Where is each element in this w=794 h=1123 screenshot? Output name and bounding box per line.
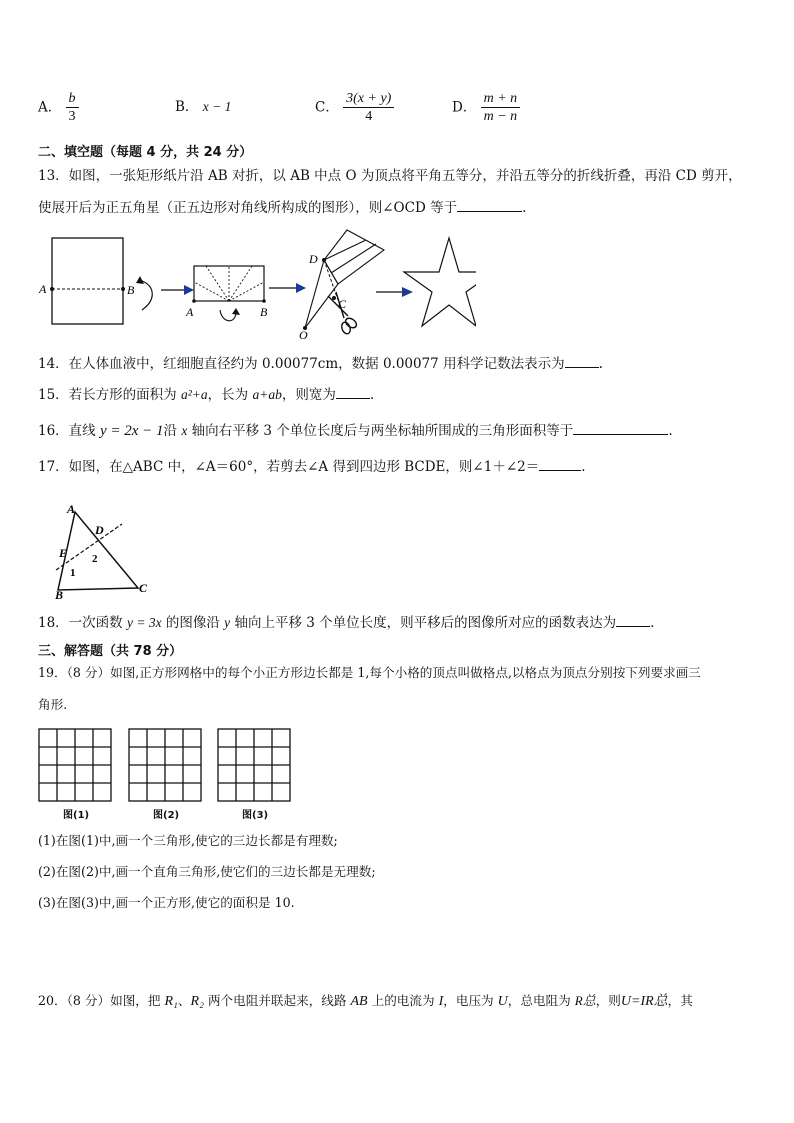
answer-blank[interactable] [616, 614, 650, 627]
label-b: B [127, 283, 135, 297]
q20-text-7: ，其 [667, 993, 693, 1008]
q15-text-3: ，则宽为 [281, 387, 336, 403]
length-expression: a+ab [252, 387, 282, 402]
answer-blank[interactable] [457, 199, 522, 212]
grid-caption-1: 图(1) [63, 810, 90, 821]
q20 [38, 993, 693, 1010]
q18 [38, 614, 654, 631]
grid-figure-2 [128, 728, 202, 802]
option-label: C． [315, 99, 339, 116]
total-resistance: R总 [574, 993, 596, 1008]
denominator: m − n [483, 109, 518, 124]
q12-option-d [452, 90, 520, 125]
denominator: 3 [68, 109, 76, 124]
period: . [522, 200, 527, 216]
label-c: C [139, 581, 148, 595]
answer-blank[interactable] [573, 422, 668, 435]
q17-figure [50, 500, 160, 600]
answer-blank[interactable] [336, 386, 370, 399]
angle-1-label: 1 [70, 567, 76, 579]
answer-blank[interactable] [565, 355, 599, 368]
denominator: 4 [365, 109, 373, 124]
q20-text-5: ，总电阻为 [507, 993, 575, 1008]
q20-text-3: 上的电流为 [367, 993, 439, 1008]
q13-line-1: 13．如图，一张矩形纸片沿 AB 对折，以 AB 中点 O 为顶点将平角五等分，并沿五等分的折线折叠，再沿 CD 剪开， [38, 168, 742, 184]
q20-text-4: ，电压为 [443, 993, 498, 1008]
axis-name: y [224, 615, 231, 630]
label-a2: A [186, 305, 194, 319]
resistor-r1: R₁ [164, 994, 178, 1009]
q17-text: 17．如图，在△ABC 中，∠A＝60°，若剪去∠A 得到四边形 BCDE，则∠1＋∠2＝ [38, 459, 540, 475]
label-a: A [39, 282, 47, 296]
q18-text-1: 18．一次函数 [38, 615, 127, 631]
q20-text-6: ，则 [595, 993, 621, 1008]
ohms-law-formula: U=IR总 [620, 994, 668, 1009]
q15-text-2: ，长为 [207, 387, 253, 403]
line-equation: y = 2x − 1 [99, 423, 164, 439]
numerator: 3(x + y) [343, 90, 394, 108]
q15 [38, 386, 374, 403]
q13-text: 使展开后为正五角星（正五边形对角线所构成的图形），则∠OCD 等于 [38, 200, 458, 216]
point-a [50, 287, 54, 291]
q19-line-2: 角形. [38, 697, 68, 712]
q13-figure [36, 228, 476, 340]
q16-text-1: 16．直线 [38, 423, 100, 439]
point-a2 [192, 299, 196, 303]
arrow-2-head [296, 283, 306, 293]
grid-caption-3: 图(3) [242, 810, 269, 821]
option-label: B． [175, 99, 199, 115]
label-d: D [309, 252, 318, 266]
arrow-1-head [184, 285, 194, 295]
fold-arrow-head [136, 276, 144, 284]
point-b [121, 287, 125, 291]
star-icon [404, 238, 476, 326]
expression: x − 1 [202, 99, 232, 114]
q12-option-c [315, 90, 394, 125]
grid-caption-2: 图(2) [153, 810, 180, 821]
label-e: E [59, 546, 68, 560]
label-b: B [55, 588, 64, 600]
point-c [332, 296, 336, 300]
fraction [66, 90, 79, 125]
option-label: D． [452, 99, 477, 116]
option-label: A． [38, 99, 62, 116]
period: . [369, 387, 375, 403]
q20-text-1: 20．（8 分）如图，把 [38, 993, 165, 1008]
label-b2: B [260, 305, 268, 319]
q14 [38, 355, 603, 372]
section-2-title: 二、填空题（每题 4 分，共 24 分） [38, 145, 253, 160]
grid-figure-1 [38, 728, 112, 802]
section-3-title: 三、解答题（共 78 分） [38, 644, 183, 659]
unfold-arrow-head [232, 308, 240, 315]
axis-name: x [181, 423, 188, 438]
label-o: O [299, 328, 308, 340]
angle-2-label: 2 [92, 553, 98, 565]
line-ab: AB [350, 994, 368, 1009]
q18-text-2: 的图像沿 [161, 615, 225, 631]
q14-text: 14．在人体血液中，红细胞直径约为 0.00077cm，数据 0.00077 用科学记数法表示为 [38, 356, 565, 372]
fraction [343, 90, 394, 125]
label-c: C [338, 297, 347, 311]
period: . [668, 423, 673, 439]
label-d: D [95, 523, 104, 537]
q18-text-3: 轴向上平移 3 个单位长度，则平移后的图像所对应的函数表达为 [230, 615, 617, 631]
fraction [481, 90, 521, 125]
q15-text-1: 15．若长方形的面积为 [38, 387, 181, 403]
point-b2 [262, 299, 266, 303]
function-equation: y = 3x [126, 615, 162, 630]
q16-text-2: 沿 [163, 423, 182, 439]
q12-option-a [38, 90, 79, 125]
fold-rays [194, 266, 264, 301]
period: . [581, 459, 586, 475]
period: . [598, 356, 603, 372]
q13-line-2 [38, 199, 526, 216]
current-i: I [438, 994, 444, 1009]
resistor-r2: R₂ [190, 994, 204, 1009]
q16 [38, 422, 673, 439]
q19-sub-2: (2)在图(2)中,画一个直角三角形,使它们的三边长都是无理数; [38, 864, 376, 879]
point-d [322, 258, 326, 262]
period: . [650, 615, 655, 631]
q17 [38, 458, 586, 475]
q12-option-b [175, 99, 231, 115]
arrow-3-head [402, 287, 413, 297]
area-expression: a²+a [180, 387, 208, 402]
q20-text-2: 两个电阻并联起来，线路 [203, 993, 351, 1008]
q19-line-1: 19．（8 分）如图,正方形网格中的每个小正方形边长都是 1,每个小格的顶点叫做格点,以格点为顶点分别按下列要求画三 [38, 665, 701, 680]
grid-figure-3 [217, 728, 291, 802]
q19-sub-1: (1)在图(1)中,画一个三角形,使它的三边长都是有理数; [38, 833, 338, 848]
voltage-u: U [497, 994, 508, 1009]
numerator: b [66, 90, 79, 108]
q16-text-3: 轴向右平移 3 个单位长度后与两坐标轴所围成的三角形面积等于 [187, 423, 574, 439]
numerator: m + n [481, 90, 521, 108]
separator: 、 [177, 993, 191, 1008]
paper-rectangle [52, 238, 123, 324]
fold-arrow-icon [140, 280, 152, 310]
answer-blank[interactable] [539, 458, 581, 471]
label-a: A [67, 502, 76, 516]
q19-sub-3: (3)在图(3)中,画一个正方形,使它的面积是 10. [38, 895, 295, 910]
